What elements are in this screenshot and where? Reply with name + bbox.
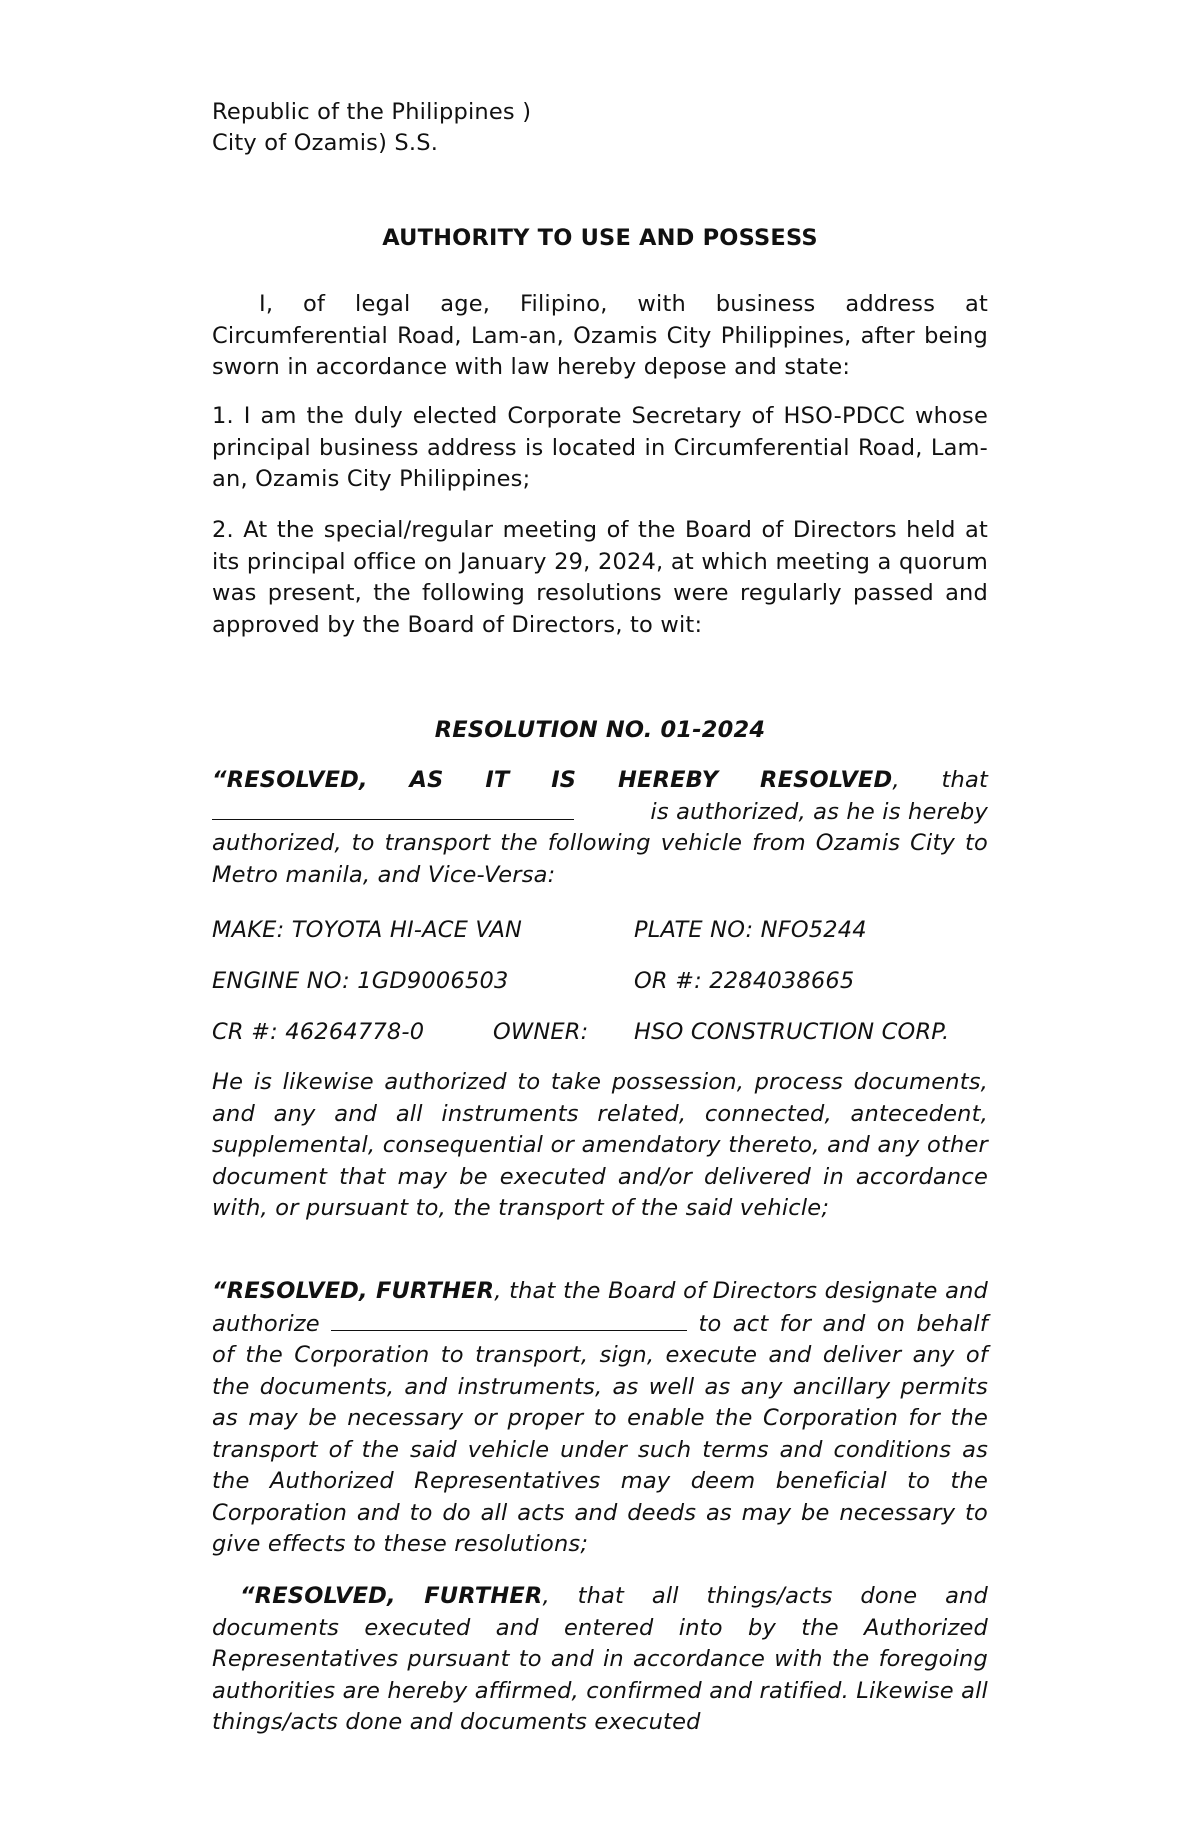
likewise-paragraph: He is likewise authorized to take possession, process documents, and any and all instruments related, connected, antecedent, supplemental, consequential or amendatory thereto, and any other document that may be executed and/or delivered in accordance with, or pursuant to, the transport of the said vehicle;: [212, 1069, 988, 1221]
vehicle-or: OR #: 2284038665: [634, 968, 855, 994]
resolution-2-text-b: to act for and on behalf of the Corporation to transport, sign, execute and deliver any of the documents, and instruments, as well as any ancillary permits as may be necessary or proper to enable the Corporation for the transport of the said vehicle under such terms and conditions as the Authorized Representatives may deem beneficial to the Corporation and to do all acts and deeds as may be necessary to give effects to these resolutions;: [212, 1310, 988, 1557]
authorized-person-blank[interactable]: [212, 797, 574, 820]
resolution-title: RESOLUTION NO. 01-2024: [434, 717, 766, 743]
resolution-2: [212, 1276, 988, 1561]
paragraph-1: 1. I am the duly elected Corporate Secretary of HSO-PDCC whose principal business address is located in Circumferential Road, Lam-an, Ozamis City Philippines;: [212, 403, 988, 492]
document-title: AUTHORITY TO USE AND POSSESS: [382, 225, 818, 251]
resolution-1: [212, 765, 988, 891]
intro-paragraph: I, of legal age, Filipino, with business address at Circumferential Road, Lam-an, Ozamis City Philippines, after being sworn in accordance with law hereby depose and state:: [212, 291, 988, 380]
resolved-word-6: RESOLVED: [760, 767, 893, 793]
vehicle-engine: ENGINE NO: 1GD9006503: [212, 968, 509, 994]
resolution-1-rest: authorized, to transport the following vehicle from Ozamis City to Metro manila, and Vice-Versa:: [212, 830, 988, 888]
resolved-word-1: “RESOLVED,: [212, 767, 368, 793]
resolution-3-text: , that all things/acts done and documents executed and entered into by the Authorized Representatives pursuant to and in accordance with the foregoing authorities are hereby affirmed, confirmed and ratified. Likewise all things/acts done and documents executed: [212, 1583, 988, 1735]
resolution-2-text-a: , that the Board of Directors designate and authorize: [212, 1278, 989, 1337]
resolved-word-3: IT: [485, 767, 510, 793]
resolved-comma: ,: [892, 767, 900, 793]
vehicle-cr: CR #: 46264778-0: [212, 1019, 425, 1045]
resolution-2-lead: “RESOLVED, FURTHER: [212, 1278, 495, 1304]
venue-line-2: City of Ozamis) S.S.: [212, 130, 439, 156]
resolution-1-line-2: [212, 797, 988, 829]
venue-block: [212, 97, 988, 159]
resolved-word-2: AS: [409, 767, 444, 793]
venue-line-1: Republic of the Philippines ): [212, 99, 532, 125]
vehicle-plate: PLATE NO: NFO5244: [634, 917, 867, 943]
vehicle-owner: HSO CONSTRUCTION CORP.: [634, 1019, 950, 1045]
vehicle-make: MAKE: TOYOTA HI-ACE VAN: [212, 917, 523, 943]
vehicle-owner-label: OWNER:: [493, 1019, 589, 1045]
resolved-word-5: HEREBY: [617, 767, 719, 793]
representative-blank[interactable]: [331, 1308, 687, 1331]
paragraph-2: 2. At the special/regular meeting of the Board of Directors held at its principal office on January 29, 2024, at which meeting a quorum was present, the following resolutions were regularly passed and approved by the Board of Directors, to wit:: [212, 517, 988, 638]
resolution-3-lead: “RESOLVED, FURTHER: [240, 1583, 543, 1609]
resolved-word-4: IS: [551, 767, 577, 793]
resolved-word-7: that: [941, 767, 988, 793]
resolution-1-after-blank: is authorized, as he is hereby: [650, 798, 988, 825]
resolution-3: [212, 1581, 988, 1739]
resolution-1-line-1: [212, 765, 988, 797]
